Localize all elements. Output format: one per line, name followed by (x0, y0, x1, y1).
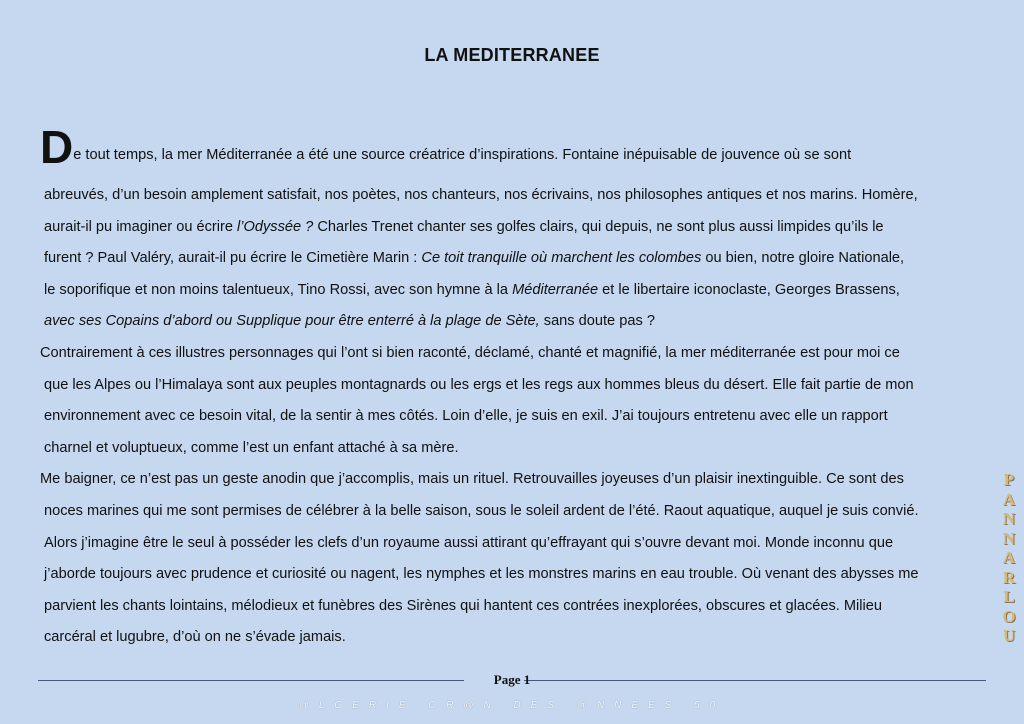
paragraph-3-line-1: Me baigner, ce n’est pas un geste anodin que j’accomplis, mais un rituel. Retrouvailles joyeuses d’un plaisir inextinguible. Ce sont des (40, 471, 904, 488)
vertical-watermark: P A N N A R L O U (1002, 470, 1016, 645)
paragraph-3-line-5: parvient les chants lointains, mélodieux et funèbres des Sirènes qui hantent ces contrées inexplorées, obscures et glacées. Milieu (44, 597, 882, 614)
paragraph-1-line-3: aurait-il pu imaginer ou écrire l’Odyssée ? Charles Trenet chanter ses golfes clairs, qui depuis, ne sont plus aussi limpides qu’ils le (44, 218, 884, 235)
paragraph-1-line-1: De tout temps, la mer Méditerranée a été une source créatrice d’inspirations. Fontaine inépuisable de jouvence où se sont (40, 121, 852, 173)
page-title: LA MEDITERRANEE (424, 45, 600, 65)
paragraph-2-line-3: environnement avec ce besoin vital, de la sentir à mes côtés. Loin d’elle, je suis en exil. J’ai toujours entretenu avec elle un rapport (44, 408, 888, 425)
paragraph-3-line-2: noces marines qui me sont permises de célébrer à la belle saison, sous le soleil ardent de l’été. Raout aquatique, auquel je suis convié. (44, 502, 919, 519)
paragraph-3-line-3: Alors j’imagine être le seul à posséder les clefs d’un royaume aussi attirant qu’effrayant qui s’ouvre devant moi. Monde inconnu que (44, 534, 894, 551)
paragraph-1-line-6: avec ses Copains d’abord ou Supplique pour être enterré à la plage de Sète, sans doute pas ? (44, 313, 655, 330)
paragraph-1-line-5: le soporifique et non moins talentueux, Tino Rossi, avec son hymne à la Méditerranée et le libertaire iconoclaste, Georges Brassens, (44, 281, 900, 298)
paragraph-2-line-4: charnel et voluptueux, comme l’est un enfant attaché à sa mère. (44, 439, 459, 456)
footer-subtitle: @LGERIE OR@N DES @NNEES 50 (298, 700, 726, 711)
paragraph-1-line-2: abreuvés, d’un besoin amplement satisfait, nos poètes, nos chanteurs, nos écrivains, nos philosophes antiques et nos marins. Homère, (44, 187, 918, 203)
paragraph-3-line-4: j’aborde toujours avec prudence et curiosité ou nagent, les nymphes et les monstres marins en eau trouble. Où venant des abysses me (44, 566, 919, 583)
paragraph-2-line-1: Contrairement à ces illustres personnages qui l’ont si bien raconté, déclamé, chanté et magnifié, la mer méditerranée est pour moi ce (40, 344, 900, 361)
paragraph-1-line-4: furent ? Paul Valéry, aurait-il pu écrire le Cimetière Marin : Ce toit tranquille où marchent les colombes ou bien, notre gloire Nationale, (44, 250, 905, 267)
paragraph-2-line-2: que les Alpes ou l’Himalaya sont aux peuples montagnards ou les ergs et les regs aux hommes bleus du désert. Elle fait partie de mon (44, 376, 914, 393)
page-number: Page 1 (493, 672, 531, 687)
article-body (40, 121, 990, 654)
paragraph-3-line-6: carcéral et lugubre, d’où on ne s’évade jamais. (44, 629, 346, 646)
drop-cap: D (40, 121, 73, 173)
